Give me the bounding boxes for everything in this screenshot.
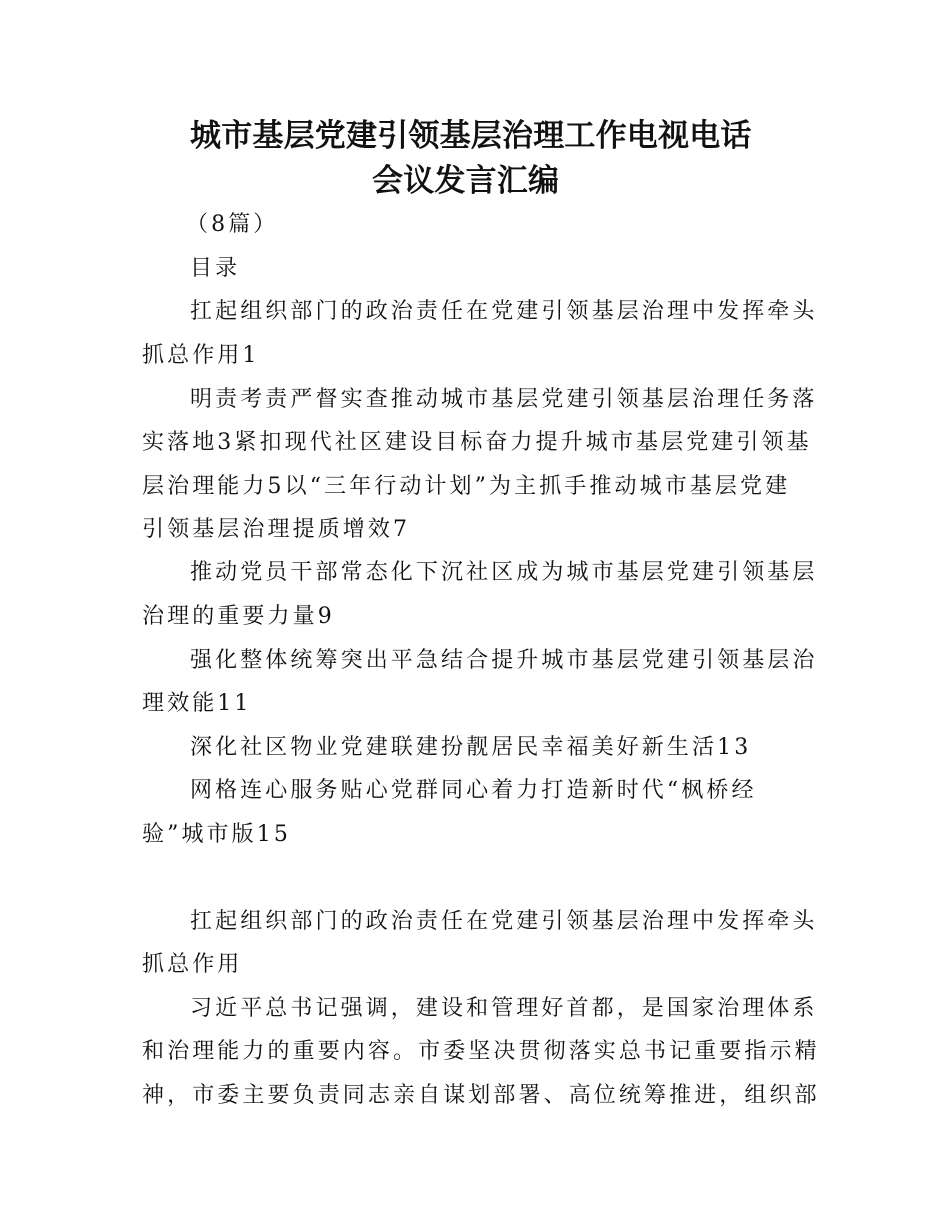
document-title-line-1: 城市基层党建引领基层治理工作电视电话	[190, 118, 752, 154]
toc-heading: 目录	[190, 256, 241, 281]
toc-line: 强化整体统筹突出平急结合提升城市基层党建引领基层治	[190, 648, 818, 673]
toc-line: 网格连心服务贴心党群同心着力打造新时代“枫桥经	[190, 778, 757, 803]
toc-line: 抓总作用1	[142, 343, 260, 368]
toc-line: 推动党员干部常态化下沉社区成为城市基层党建引领基层	[190, 560, 818, 585]
body-paragraph-line: 习近平总书记强调，建设和管理好首都，是国家治理体系	[190, 996, 818, 1021]
toc-line: 深化社区物业党建联建扮靓居民幸福美好新生活13	[190, 735, 752, 760]
document-title-line-2: 会议发言汇编	[372, 163, 560, 199]
toc-line: 层治理能力5以“三年行动计划”为主抓手推动城市基层党建	[142, 474, 791, 499]
section-heading-line: 扛起组织部门的政治责任在党建引领基层治理中发挥牵头	[190, 909, 818, 934]
section-heading-line: 抓总作用	[142, 952, 243, 977]
toc-line: 验”城市版15	[142, 822, 291, 847]
toc-line: 引领基层治理提质增效7	[142, 517, 411, 542]
toc-line: 实落地3紧扣现代社区建设目标奋力提升城市基层党建引领基	[142, 430, 812, 455]
toc-line: 扛起组织部门的政治责任在党建引领基层治理中发挥牵头	[190, 299, 818, 324]
toc-line: 理效能11	[142, 691, 252, 716]
body-paragraph-line: 和治理能力的重要内容。市委坚决贯彻落实总书记重要指示精	[142, 1039, 820, 1064]
toc-line: 治理的重要力量9	[142, 604, 335, 629]
body-paragraph-line: 神，市委主要负责同志亲自谋划部署、高位统筹推进，组织部	[142, 1083, 820, 1108]
article-count: （8篇）	[186, 212, 279, 237]
toc-line: 明责考责严督实查推动城市基层党建引领基层治理任务落	[190, 387, 818, 412]
